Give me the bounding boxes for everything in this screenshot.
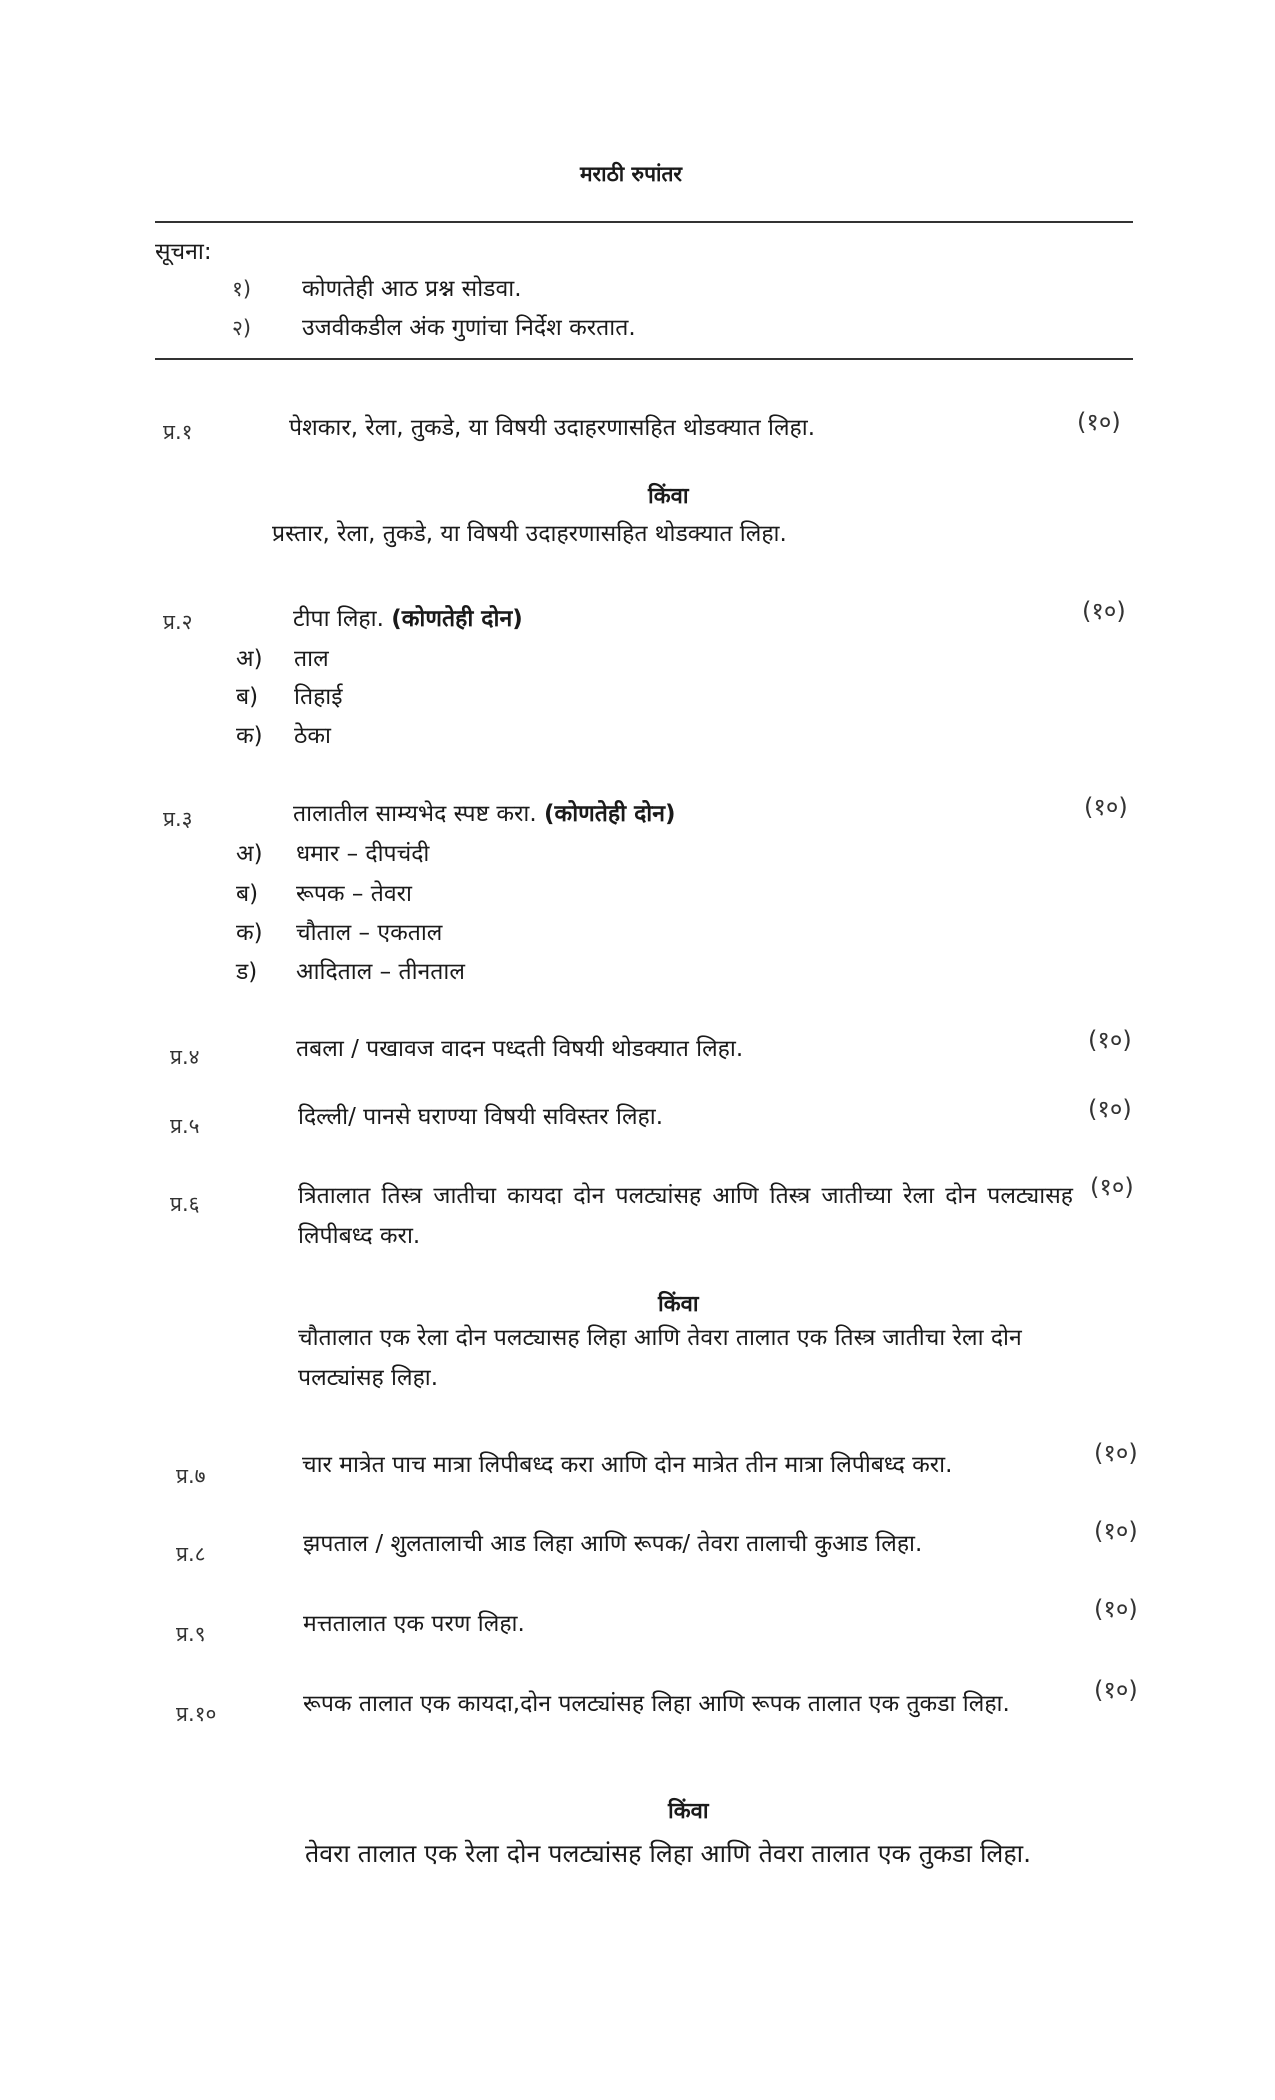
question-marks: (१०) (1077, 408, 1121, 436)
question-text: तबला / पखावज वादन पध्दती विषयी थोडक्यात लिहा. (296, 1036, 744, 1062)
question-number: प्र.३ (163, 807, 193, 831)
question-text: त्रितालात तिस्त्र जातीचा कायदा दोन पलट्यांसह आणि तिस्त्र जातीच्या रेला दोन पलट्यासह लिपीबध्द करा. (298, 1183, 1073, 1249)
question-marks: (१०) (1094, 1595, 1138, 1623)
option-label: ड) (236, 959, 258, 985)
or-separator: किंवा (658, 1292, 699, 1317)
question-choice-note: (कोणतेही दोन) (391, 606, 523, 632)
bottom-rule (155, 358, 1133, 360)
option-text: रूपक – तेवरा (296, 881, 412, 907)
question-text: झपताल / शुलतालाची आड लिहा आणि रूपक/ तेवरा तालाची कुआड लिहा. (303, 1531, 923, 1557)
question-marks: (१०) (1084, 793, 1128, 821)
question-text (293, 800, 676, 828)
option-text: आदिताल – तीनताल (296, 959, 465, 985)
question-alt-text: तेवरा तालात एक रेला दोन पलट्यांसह लिहा आणि तेवरा तालात एक तुकडा लिहा. (305, 1839, 1032, 1868)
question-number: प्र.७ (176, 1464, 206, 1488)
question-marks: (१०) (1094, 1439, 1138, 1467)
option-text: धमार – दीपचंदी (296, 841, 430, 867)
question-alt-text: प्रस्तार, रेला, तुकडे, या विषयी उदाहरणासहित थोडक्यात लिहा. (272, 521, 787, 547)
instructions-label: सूचना: (155, 239, 212, 265)
option-label: अ) (236, 841, 263, 867)
instruction-number: १) (232, 277, 252, 301)
question-number: प्र.५ (170, 1114, 200, 1138)
question-number: प्र.१० (176, 1702, 217, 1726)
option-label: ब) (236, 881, 259, 907)
question-marks: (१०) (1082, 597, 1126, 625)
question-text: दिल्ली/ पानसे घराण्या विषयी सविस्तर लिहा. (298, 1104, 664, 1130)
question-marks: (१०) (1094, 1676, 1138, 1704)
question-number: प्र.८ (176, 1542, 206, 1566)
or-separator: किंवा (648, 484, 689, 509)
instruction-text: उजवीकडील अंक गुणांचा निर्देश करतात. (302, 315, 636, 341)
option-label: क) (236, 723, 263, 749)
option-label: ब) (236, 684, 259, 710)
question-number: प्र.२ (163, 610, 193, 634)
question-text: मत्ततालात एक परण लिहा. (303, 1611, 525, 1637)
question-marks: (१०) (1088, 1095, 1132, 1123)
option-text: तिहाई (294, 684, 343, 710)
question-text: पेशकार, रेला, तुकडे, या विषयी उदाहरणासहित थोडक्यात लिहा. (289, 415, 816, 441)
question-instruction: टीपा लिहा. (293, 606, 384, 632)
top-rule (155, 221, 1133, 223)
option-text: ताल (294, 646, 329, 672)
option-text: ठेका (294, 723, 331, 749)
question-text: चार मात्रेत पाच मात्रा लिपीबध्द करा आणि दोन मात्रेत तीन मात्रा लिपीबध्द करा. (302, 1452, 953, 1478)
question-alt-text: चौतालात एक रेला दोन पलट्यासह लिहा आणि तेवरा तालात एक तिस्त्र जातीचा रेला दोन पलट्यांसह लिहा. (298, 1325, 1022, 1391)
question-instruction: तालातील साम्यभेद स्पष्ट करा. (293, 801, 537, 827)
question-number: प्र.९ (176, 1622, 206, 1646)
question-text: रूपक तालात एक कायदा,दोन पलट्यांसह लिहा आणि रूपक तालात एक तुकडा लिहा. (303, 1691, 1010, 1717)
question-marks: (१०) (1088, 1026, 1132, 1054)
option-label: क) (236, 920, 263, 946)
question-number: प्र.६ (170, 1192, 200, 1216)
question-number: प्र.१ (163, 420, 193, 444)
question-marks: (१०) (1094, 1517, 1138, 1545)
instruction-number: २) (232, 316, 252, 340)
question-marks: (१०) (1090, 1173, 1134, 1201)
question-choice-note: (कोणतेही दोन) (544, 801, 676, 827)
option-text: चौताल – एकताल (296, 920, 443, 946)
or-separator: किंवा (668, 1799, 709, 1824)
option-label: अ) (236, 646, 263, 672)
instruction-text: कोणतेही आठ प्रश्न सोडवा. (302, 276, 522, 302)
question-number: प्र.४ (170, 1045, 200, 1069)
question-text (293, 605, 523, 633)
page-title: मराठी रुपांतर (580, 162, 683, 186)
